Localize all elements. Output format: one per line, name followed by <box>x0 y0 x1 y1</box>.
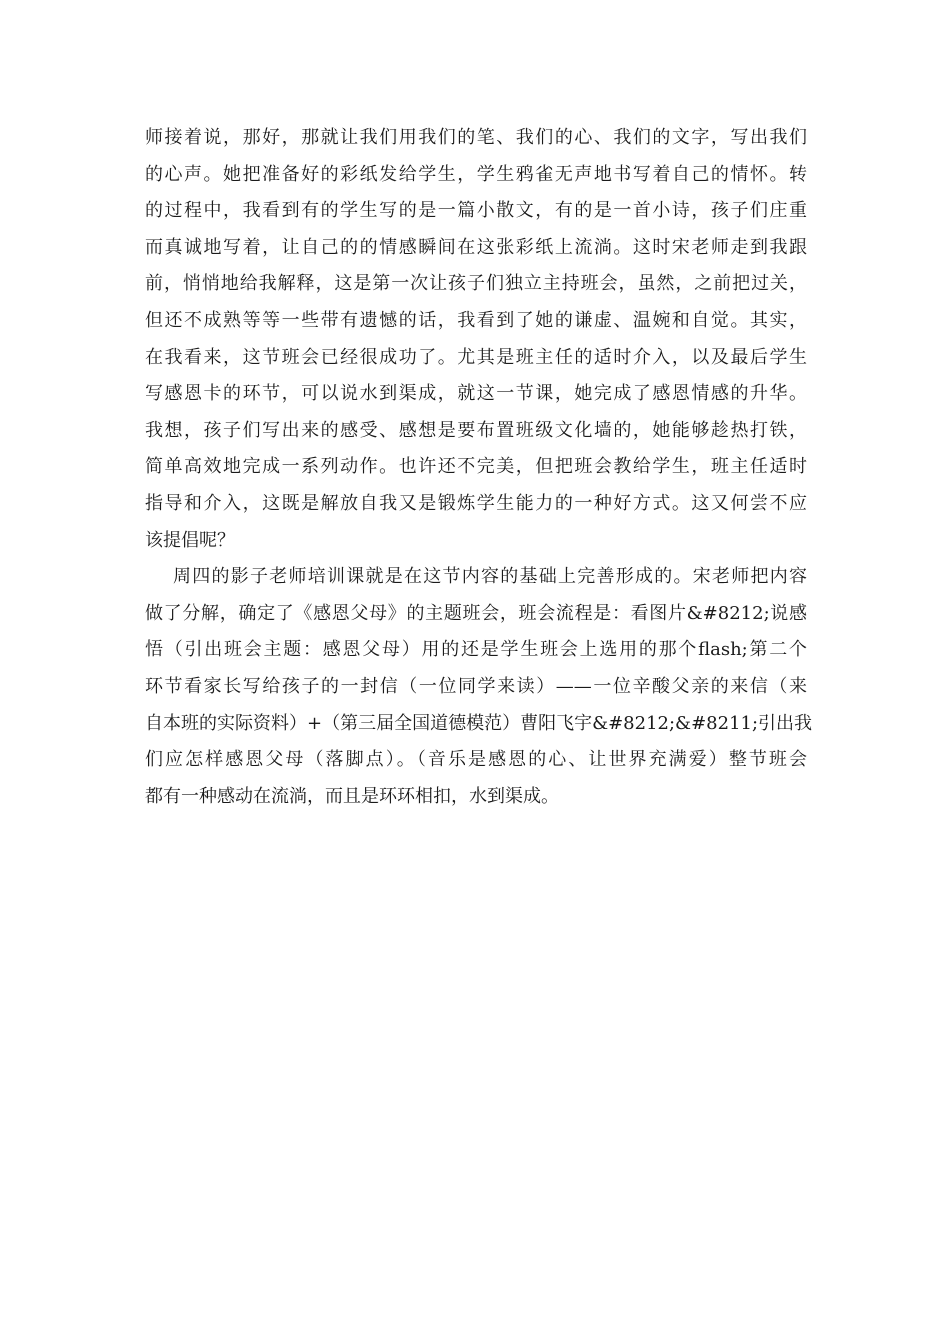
text-line: 前，悄悄地给我解释，这是第一次让孩子们独立主持班会，虽然，之前把过关， <box>145 273 807 295</box>
text-line: 我想，孩子们写出来的感受、感想是要布置班级文化墙的，她能够趁热打铁， <box>145 419 807 441</box>
text-line: 而真诚地写着，让自己的的情感瞬间在这张彩纸上流淌。这时宋老师走到我跟 <box>145 236 807 258</box>
text-line: 的心声。她把准备好的彩纸发给学生，学生鸦雀无声地书写着自己的情怀。转 <box>145 163 807 185</box>
text-line: 师接着说，那好，那就让我们用我们的笔、我们的心、我们的文字，写出我们 <box>145 127 807 148</box>
text-line: 自本班的实际资料）+（第三届全国道德模范）曹阳飞宇&#8212;&#8211;引出我 <box>145 712 813 734</box>
text-line: 的过程中，我看到有的学生写的是一篇小散文，有的是一首小诗，孩子们庄重 <box>145 200 807 222</box>
paragraph-1 <box>145 120 807 559</box>
text-line: 悟（引出班会主题：感恩父母）用的还是学生班会上选用的那个flash;第二个 <box>145 639 807 661</box>
text-line: 简单高效地完成一系列动作。也许还不完美，但把班会教给学生，班主任适时 <box>145 456 807 478</box>
text-line: 们应怎样感恩父母（落脚点）。（音乐是感恩的心、让世界充满爱）整节班会 <box>145 749 807 771</box>
text-line: 周四的影子老师培训课就是在这节内容的基础上完善形成的。宋老师把内容 <box>173 566 807 588</box>
document-body <box>145 120 813 815</box>
text-line: 做了分解，确定了《感恩父母》的主题班会，班会流程是：看图片&#8212;说感 <box>145 602 807 624</box>
text-line: 写感恩卡的环节，可以说水到渠成，就这一节课，她完成了感恩情感的升华。 <box>145 383 807 405</box>
text-line: 指导和介入，这既是解放自我又是锻炼学生能力的一种好方式。这又何尝不应 <box>145 492 807 514</box>
text-line: 都有一种感动在流淌，而且是环环相扣，水到渠成。 <box>145 785 559 807</box>
text-line: 该提倡呢？ <box>145 529 235 551</box>
paragraph-2 <box>145 559 813 815</box>
text-line: 但还不成熟等等一些带有遗憾的话，我看到了她的谦虚、温婉和自觉。其实， <box>145 309 807 331</box>
text-line: 环节看家长写给孩子的一封信（一位同学来读）——一位辛酸父亲的来信（来 <box>145 675 807 697</box>
text-line: 在我看来，这节班会已经很成功了。尤其是班主任的适时介入，以及最后学生 <box>145 346 807 368</box>
